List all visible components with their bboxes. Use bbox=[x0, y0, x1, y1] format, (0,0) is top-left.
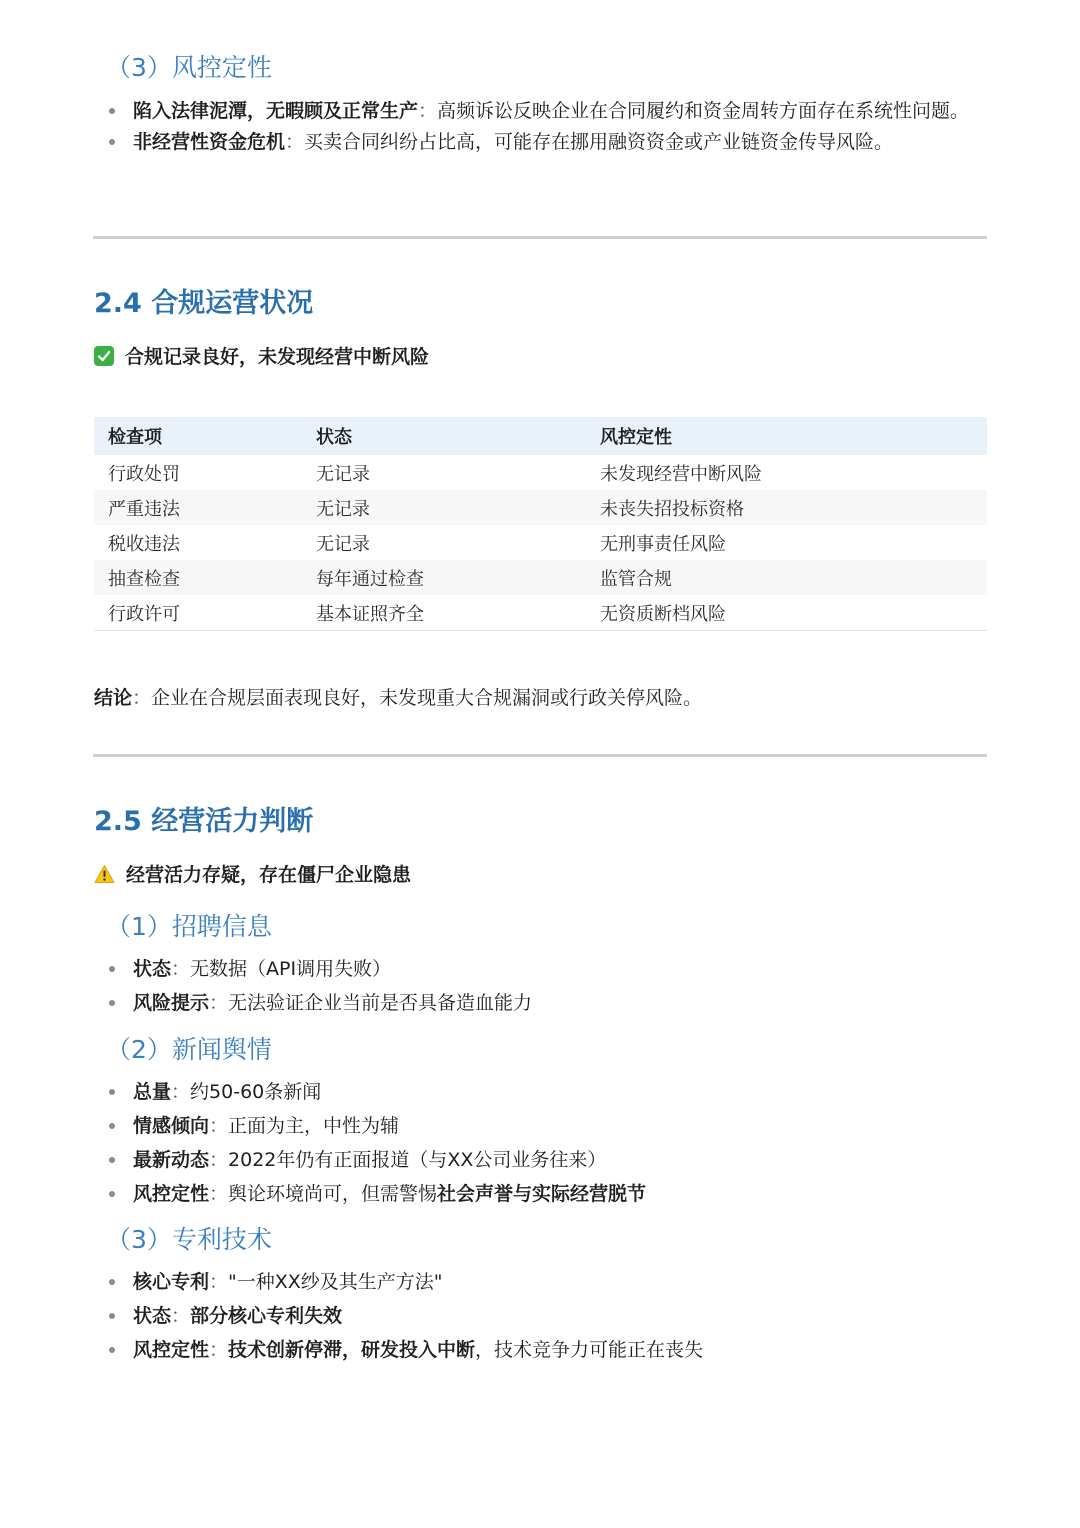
compliance-status bbox=[94, 342, 429, 369]
table-cell: 严重违法 bbox=[94, 490, 302, 525]
list-item: 风险提示：无法验证企业当前是否具备造血能力 bbox=[108, 987, 998, 1019]
news-list bbox=[108, 1076, 998, 1210]
patent-subheading: （3）专利技术 bbox=[106, 1225, 272, 1254]
list-item: 陷入法律泥潭，无暇顾及正常生产：高频诉讼反映企业在合同履约和资金周转方面存在系统性问题。 bbox=[108, 95, 998, 127]
section-title-compliance: 2.4 合规运营状况 bbox=[94, 288, 314, 319]
table-row bbox=[94, 560, 987, 595]
risk-list bbox=[108, 95, 998, 158]
table-row bbox=[94, 595, 987, 631]
table-cell: 未发现经营中断风险 bbox=[600, 463, 762, 485]
table-row bbox=[94, 525, 987, 560]
recruitment-list bbox=[108, 953, 998, 1019]
warning-icon bbox=[94, 864, 115, 884]
table-cell: 抽查检查 bbox=[94, 560, 302, 595]
vitality-status bbox=[94, 860, 411, 887]
vitality-status-text: 经营活力存疑，存在僵尸企业隐患 bbox=[126, 864, 412, 886]
table-header-row bbox=[94, 417, 987, 455]
list-item: 状态：部分核心专利失效 bbox=[108, 1300, 998, 1332]
recruitment-subheading: （1）招聘信息 bbox=[106, 912, 272, 941]
table-cell: 无记录 bbox=[316, 533, 370, 555]
list-item: 核心专利："一种XX纱及其生产方法" bbox=[108, 1266, 998, 1298]
list-item: 总量：约50-60条新闻 bbox=[108, 1076, 998, 1108]
patent-list bbox=[108, 1266, 998, 1366]
conclusion-label: 结论 bbox=[94, 687, 133, 709]
conclusion-text: 企业在合规层面表现良好，未发现重大合规漏洞或行政关停风险。 bbox=[151, 687, 703, 709]
table-row bbox=[94, 490, 987, 525]
list-item: 最新动态：2022年仍有正面报道（与XX公司业务往来） bbox=[108, 1144, 998, 1176]
list-item: 非经营性资金危机：买卖合同纠纷占比高，可能存在挪用融资资金或产业链资金传导风险。 bbox=[108, 126, 998, 158]
divider bbox=[93, 754, 987, 757]
section-title-vitality: 2.5 经营活力判断 bbox=[94, 806, 314, 837]
table-cell: 无记录 bbox=[302, 490, 586, 525]
list-item: 状态：无数据（API调用失败） bbox=[108, 953, 998, 985]
table-cell: 行政许可 bbox=[94, 595, 302, 631]
divider bbox=[93, 236, 987, 239]
list-item: 情感倾向：正面为主，中性为辅 bbox=[108, 1110, 998, 1142]
list-item: 风控定性：舆论环境尚可，但需警惕社会声誉与实际经营脱节 bbox=[108, 1178, 998, 1210]
item-text: 高频诉讼反映企业在合同履约和资金周转方面存在系统性问题。 bbox=[437, 100, 970, 122]
check-mark-icon bbox=[94, 346, 114, 366]
column-header: 风控定性 bbox=[586, 417, 987, 455]
table-cell: 无记录 bbox=[316, 463, 370, 485]
risk-subheading: （3）风控定性 bbox=[106, 53, 272, 82]
column-header: 检查项 bbox=[94, 417, 302, 455]
item-text: 买卖合同纠纷占比高，可能存在挪用融资资金或产业链资金传导风险。 bbox=[304, 131, 894, 153]
list-item: 风控定性：技术创新停滞，研发投入中断，技术竞争力可能正在丧失 bbox=[108, 1334, 998, 1366]
news-subheading: （2）新闻舆情 bbox=[106, 1035, 272, 1064]
item-label: 非经营性资金危机 bbox=[133, 131, 286, 153]
item-label: 陷入法律泥潭，无暇顾及正常生产 bbox=[133, 100, 419, 122]
table-row bbox=[94, 455, 987, 490]
table-cell: 未丧失招投标资格 bbox=[586, 490, 987, 525]
compliance-status-text: 合规记录良好，未发现经营中断风险 bbox=[125, 346, 430, 368]
table-cell: 无资质断档风险 bbox=[586, 595, 987, 631]
table-cell: 每年通过检查 bbox=[302, 560, 586, 595]
table-cell: 基本证照齐全 bbox=[302, 595, 586, 631]
table-cell: 监管合规 bbox=[586, 560, 987, 595]
table-cell: 行政处罚 bbox=[108, 463, 180, 485]
compliance-table bbox=[94, 417, 987, 631]
compliance-conclusion: 结论：企业在合规层面表现良好，未发现重大合规漏洞或行政关停风险。 bbox=[94, 687, 703, 709]
table-cell: 税收违法 bbox=[108, 533, 180, 555]
table-cell: 无刑事责任风险 bbox=[600, 533, 726, 555]
column-header: 状态 bbox=[302, 417, 586, 455]
